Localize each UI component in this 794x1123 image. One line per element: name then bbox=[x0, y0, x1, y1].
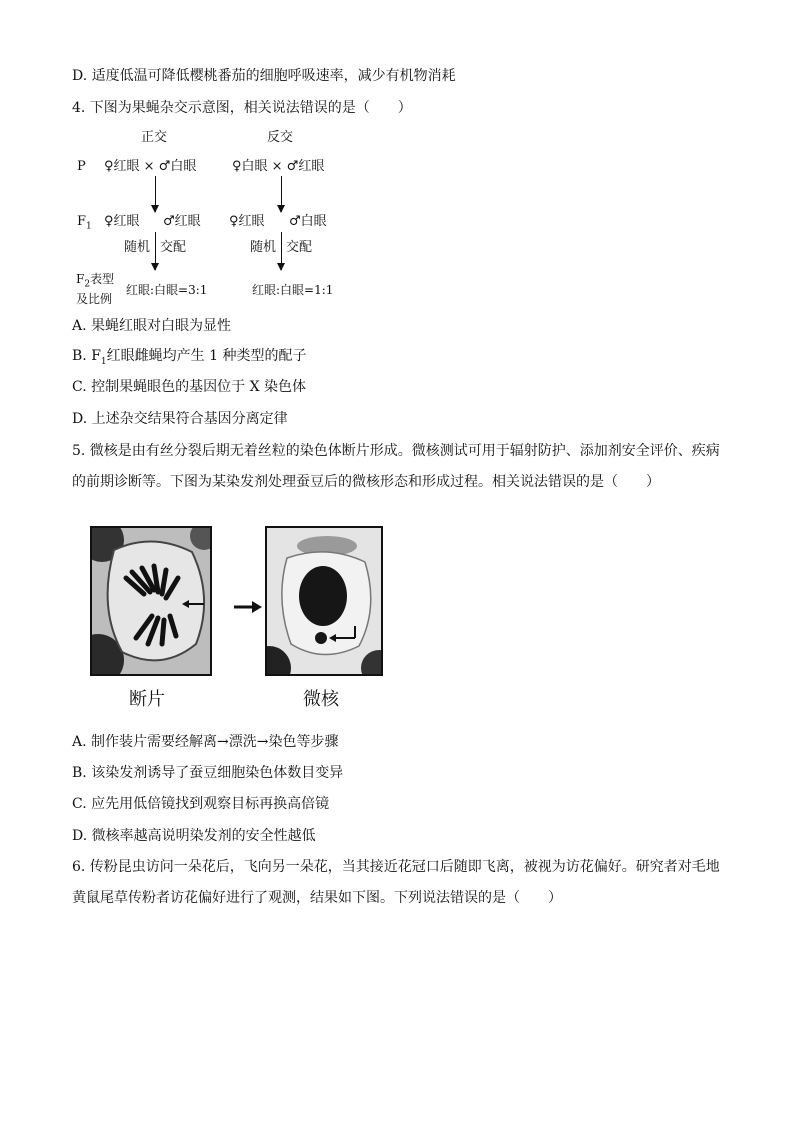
q5-option-b: B. 该染发剂诱导了蚕豆细胞染色体数目变异 bbox=[72, 765, 344, 781]
forward-f1-to-f2-arrow bbox=[155, 232, 156, 270]
reverse-mating-left: 随机 bbox=[250, 240, 277, 255]
q5-option-a: A. 制作装片需要经解离→漂洗→染色等步骤 bbox=[72, 734, 339, 750]
f2-generation-label: $F_2$表型 及比例 bbox=[76, 272, 115, 307]
q6-stem-line1: 6. 传粉昆虫访问一朵花后，飞向另一朵花，当其接近花冠口后随即飞离，被视为访花偏好。研究者对毛地 bbox=[72, 859, 720, 875]
fragment-micrograph bbox=[90, 526, 212, 676]
p-generation-label: P bbox=[77, 159, 86, 174]
q4-stem: 4. 下图为果蝇杂交示意图，相关说法错误的是（ ） bbox=[72, 100, 412, 116]
q4-option-d: D. 上述杂交结果符合基因分离定律 bbox=[72, 411, 288, 427]
forward-cross-title: 正交 bbox=[141, 130, 168, 145]
forward-mating-left: 随机 bbox=[124, 240, 151, 255]
q4-option-a: A. 果蝇红眼对白眼为显性 bbox=[72, 318, 232, 334]
q5-option-d: D. 微核率越高说明染发剂的安全性越低 bbox=[72, 828, 316, 844]
process-arrow-icon bbox=[232, 600, 264, 614]
q5-option-c: C. 应先用低倍镜找到观察目标再换高倍镜 bbox=[72, 796, 330, 812]
fragment-caption: 断片 bbox=[129, 689, 165, 710]
reverse-cross-title: 反交 bbox=[267, 130, 294, 145]
reverse-f1-to-f2-arrow bbox=[281, 232, 282, 270]
forward-f1-male: ♂红眼 bbox=[163, 214, 201, 229]
f1-generation-label: $F_1$ bbox=[77, 214, 92, 232]
reverse-f2-ratio: 红眼:白眼=1:1 bbox=[252, 283, 334, 297]
q4-option-c: C. 控制果蝇眼色的基因位于 X 染色体 bbox=[72, 379, 306, 395]
q6-stem-line2: 黄鼠尾草传粉者访花偏好进行了观测，结果如下图。下列说法错误的是（ ） bbox=[72, 890, 562, 906]
q4-option-b: B. $F_1$红眼雌蝇均产生 1 种类型的配子 bbox=[72, 348, 307, 367]
reverse-f1-female: ♀红眼 bbox=[229, 214, 265, 229]
reverse-f1-male: ♂白眼 bbox=[289, 214, 327, 229]
q5-stem-line2: 的前期诊断等。下图为某染发剂处理蚕豆后的微核形态和形成过程。相关说法错误的是（ ） bbox=[72, 474, 660, 490]
reverse-parents: ♀白眼 × ♂红眼 bbox=[232, 159, 325, 174]
reverse-p-to-f1-arrow bbox=[281, 176, 282, 212]
forward-f2-ratio: 红眼:白眼=3:1 bbox=[126, 283, 208, 297]
micronucleus-micrograph bbox=[265, 526, 383, 676]
forward-parents: ♀红眼 × ♂白眼 bbox=[104, 159, 197, 174]
q5-stem-line1: 5. 微核是由有丝分裂后期无着丝粒的染色体断片形成。微核测试可用于辐射防护、添加剂安全评价、疾病 bbox=[72, 443, 720, 459]
forward-mating-right: 交配 bbox=[160, 240, 187, 255]
forward-f1-female: ♀红眼 bbox=[104, 214, 140, 229]
q3-option-d: D. 适度低温可降低樱桃番茄的细胞呼吸速率，减少有机物消耗 bbox=[72, 68, 456, 84]
forward-p-to-f1-arrow bbox=[155, 176, 156, 212]
reverse-mating-right: 交配 bbox=[286, 240, 313, 255]
micronucleus-caption: 微核 bbox=[303, 689, 339, 710]
